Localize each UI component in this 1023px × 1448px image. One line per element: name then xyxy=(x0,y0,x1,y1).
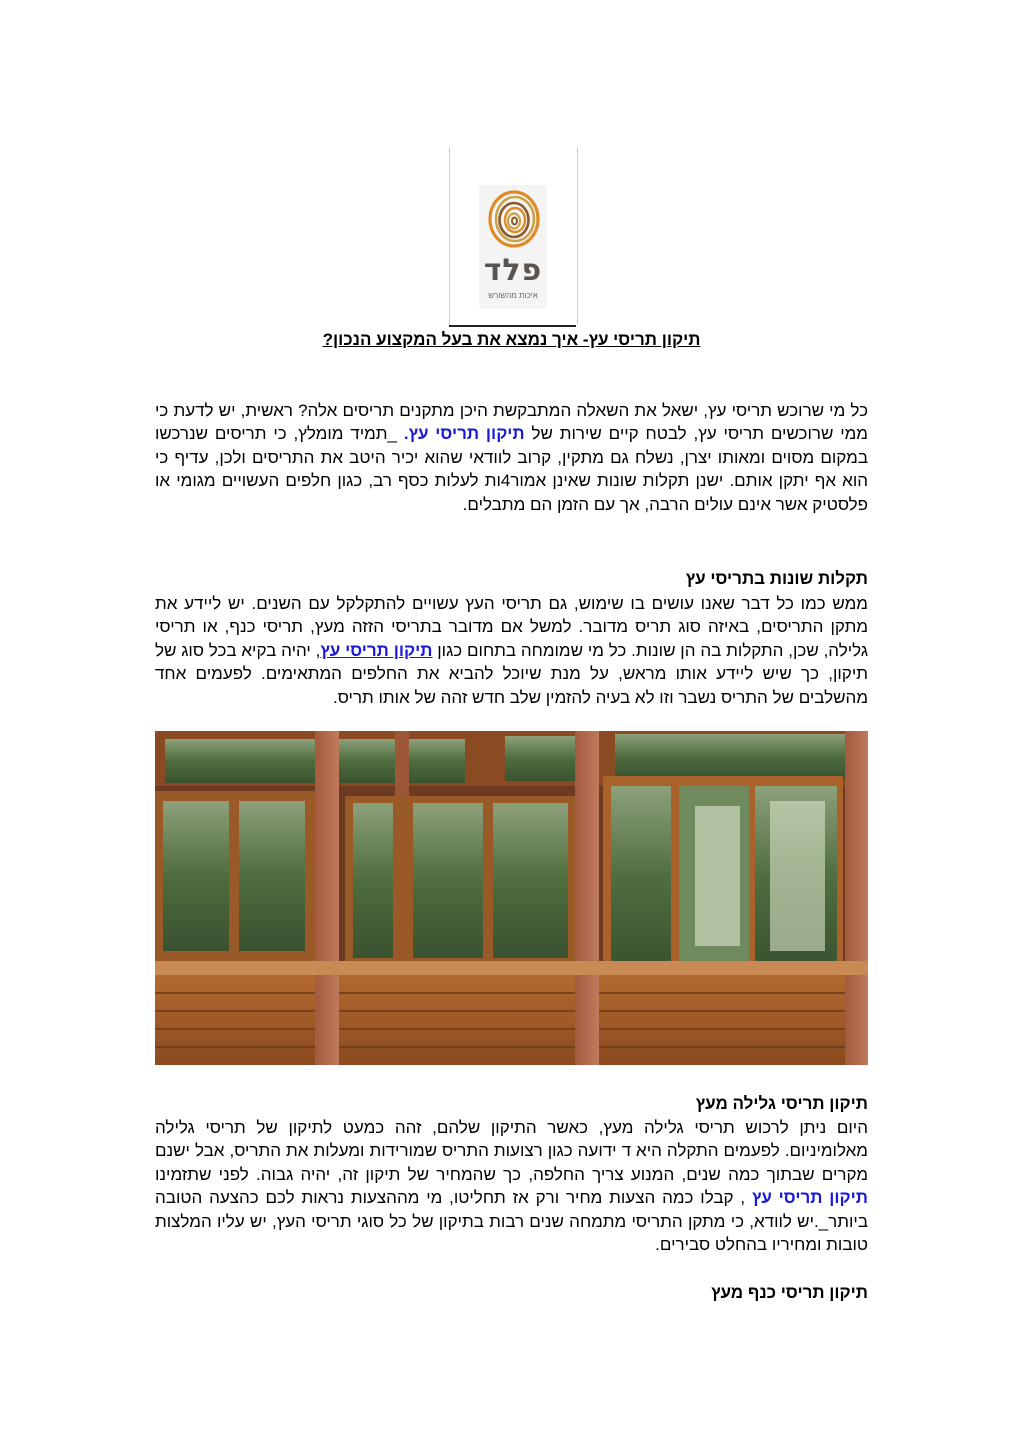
page-title: תיקון תריסי עץ- איך נמצא את בעל המקצוע הנכון? xyxy=(322,330,701,349)
intro-text-1: כל מי שרוכש תריסי עץ, ישאל את השאלה המתבקשת היכן מתקנים תריסים אלה? ראשית, יש לדעת כי ממי שרוכשים תריסי עץ, לבטח קיים שירות של xyxy=(155,401,868,444)
logo xyxy=(479,185,547,309)
section-heading-wing: תיקון תריסי כנף מעץ xyxy=(711,1283,868,1302)
section-paragraph-faults xyxy=(155,592,868,709)
section-heading-faults: תקלות שונות בתריסי עץ xyxy=(685,569,868,588)
section-paragraph-rolling xyxy=(155,1116,868,1256)
wooden-windows-photo xyxy=(155,731,868,1065)
rolling-text-1: היום ניתן לרכוש תריסי גלילה מעץ, כאשר התיקון שלהם, זהה כמעט לתיקון של תריסי גלילה מאלומיניום. לפעמים התקלה היא ד ידועה כגון רצועות התריס שמורידות ומעלות את התריס, אבל ישנם מקרים שבתוך כמה שנים, המנוע צריך החלפה, כך שהמחיר של תיקון זה, יהיה גבוה. לפני שתזמינו xyxy=(155,1118,868,1184)
faults-text-1: ממש כמו כל דבר שאנו עושים בו שימוש, גם תריסי העץ עשויים להתקלקל עם השנים. יש ליידע את מתקן התריסים, באיזה סוג תריס מדובר. למשל אם מדובר בתריסי הזזה מעץ, תריסי כנף, או תריסי גלילה, שכן, התקלות בה הן שונות. כל מי שמומחה בתחום כגון xyxy=(155,594,869,660)
repair-link[interactable]: תיקון תריסי עץ xyxy=(320,640,433,660)
faults-text-2: , יהיה בקיא בכל סוג של תיקון, כך שיש ליידע אותו מראש, על מנת שיוכל להביא את החלפים המתאימים. לפעמים אחד מהשלבים של התריס נשבר וזו לא בעיה להזמין שלב חדש זהה של אותו תריס. xyxy=(155,640,868,707)
fingerprint-logo-icon xyxy=(487,189,541,249)
intro-text-2: ‏_תמיד מומלץ, כי תריסים שנרכשו במקום מסוים ומאותו יצרן, נשלח גם מתקין, קרוב לוודאי שהוא יכיר היטב את התריסים ולכן, עדיף כי הוא אף יתקן אותם. ישנן תקלות שונות שאינן אמור4ות לעלות כסף רב, כגון חלפים העשויים מגומי או פלסטיק אשר אינם עולים הרבה, אך עם הזמן הם מתבלים. xyxy=(155,424,869,514)
rolling-keyword: תיקון תריסי עץ xyxy=(751,1188,868,1208)
logo-name: פלד xyxy=(483,253,543,288)
logo-frame xyxy=(449,147,578,325)
logo-underline xyxy=(449,325,576,327)
rolling-text-2: , קבלו כמה הצעות מחיר ורק אז תחליטו, מי מההצעות נראות לכם כהצעה הטובה ביותר_.יש לוודא, כי מתקן התריסי מתמחה שנים רבות בתיקון של כל סוגי תריסי העץ, יש עליו המלצות טובות ומחיריו בהחלט סבירים. xyxy=(155,1188,868,1255)
intro-paragraph xyxy=(155,399,868,516)
section-heading-rolling: תיקון תריסי גלילה מעץ xyxy=(695,1094,868,1113)
intro-keyword: תיקון תריסי עץ. xyxy=(403,424,525,444)
logo-tagline: איכות מהשורש xyxy=(488,291,538,300)
